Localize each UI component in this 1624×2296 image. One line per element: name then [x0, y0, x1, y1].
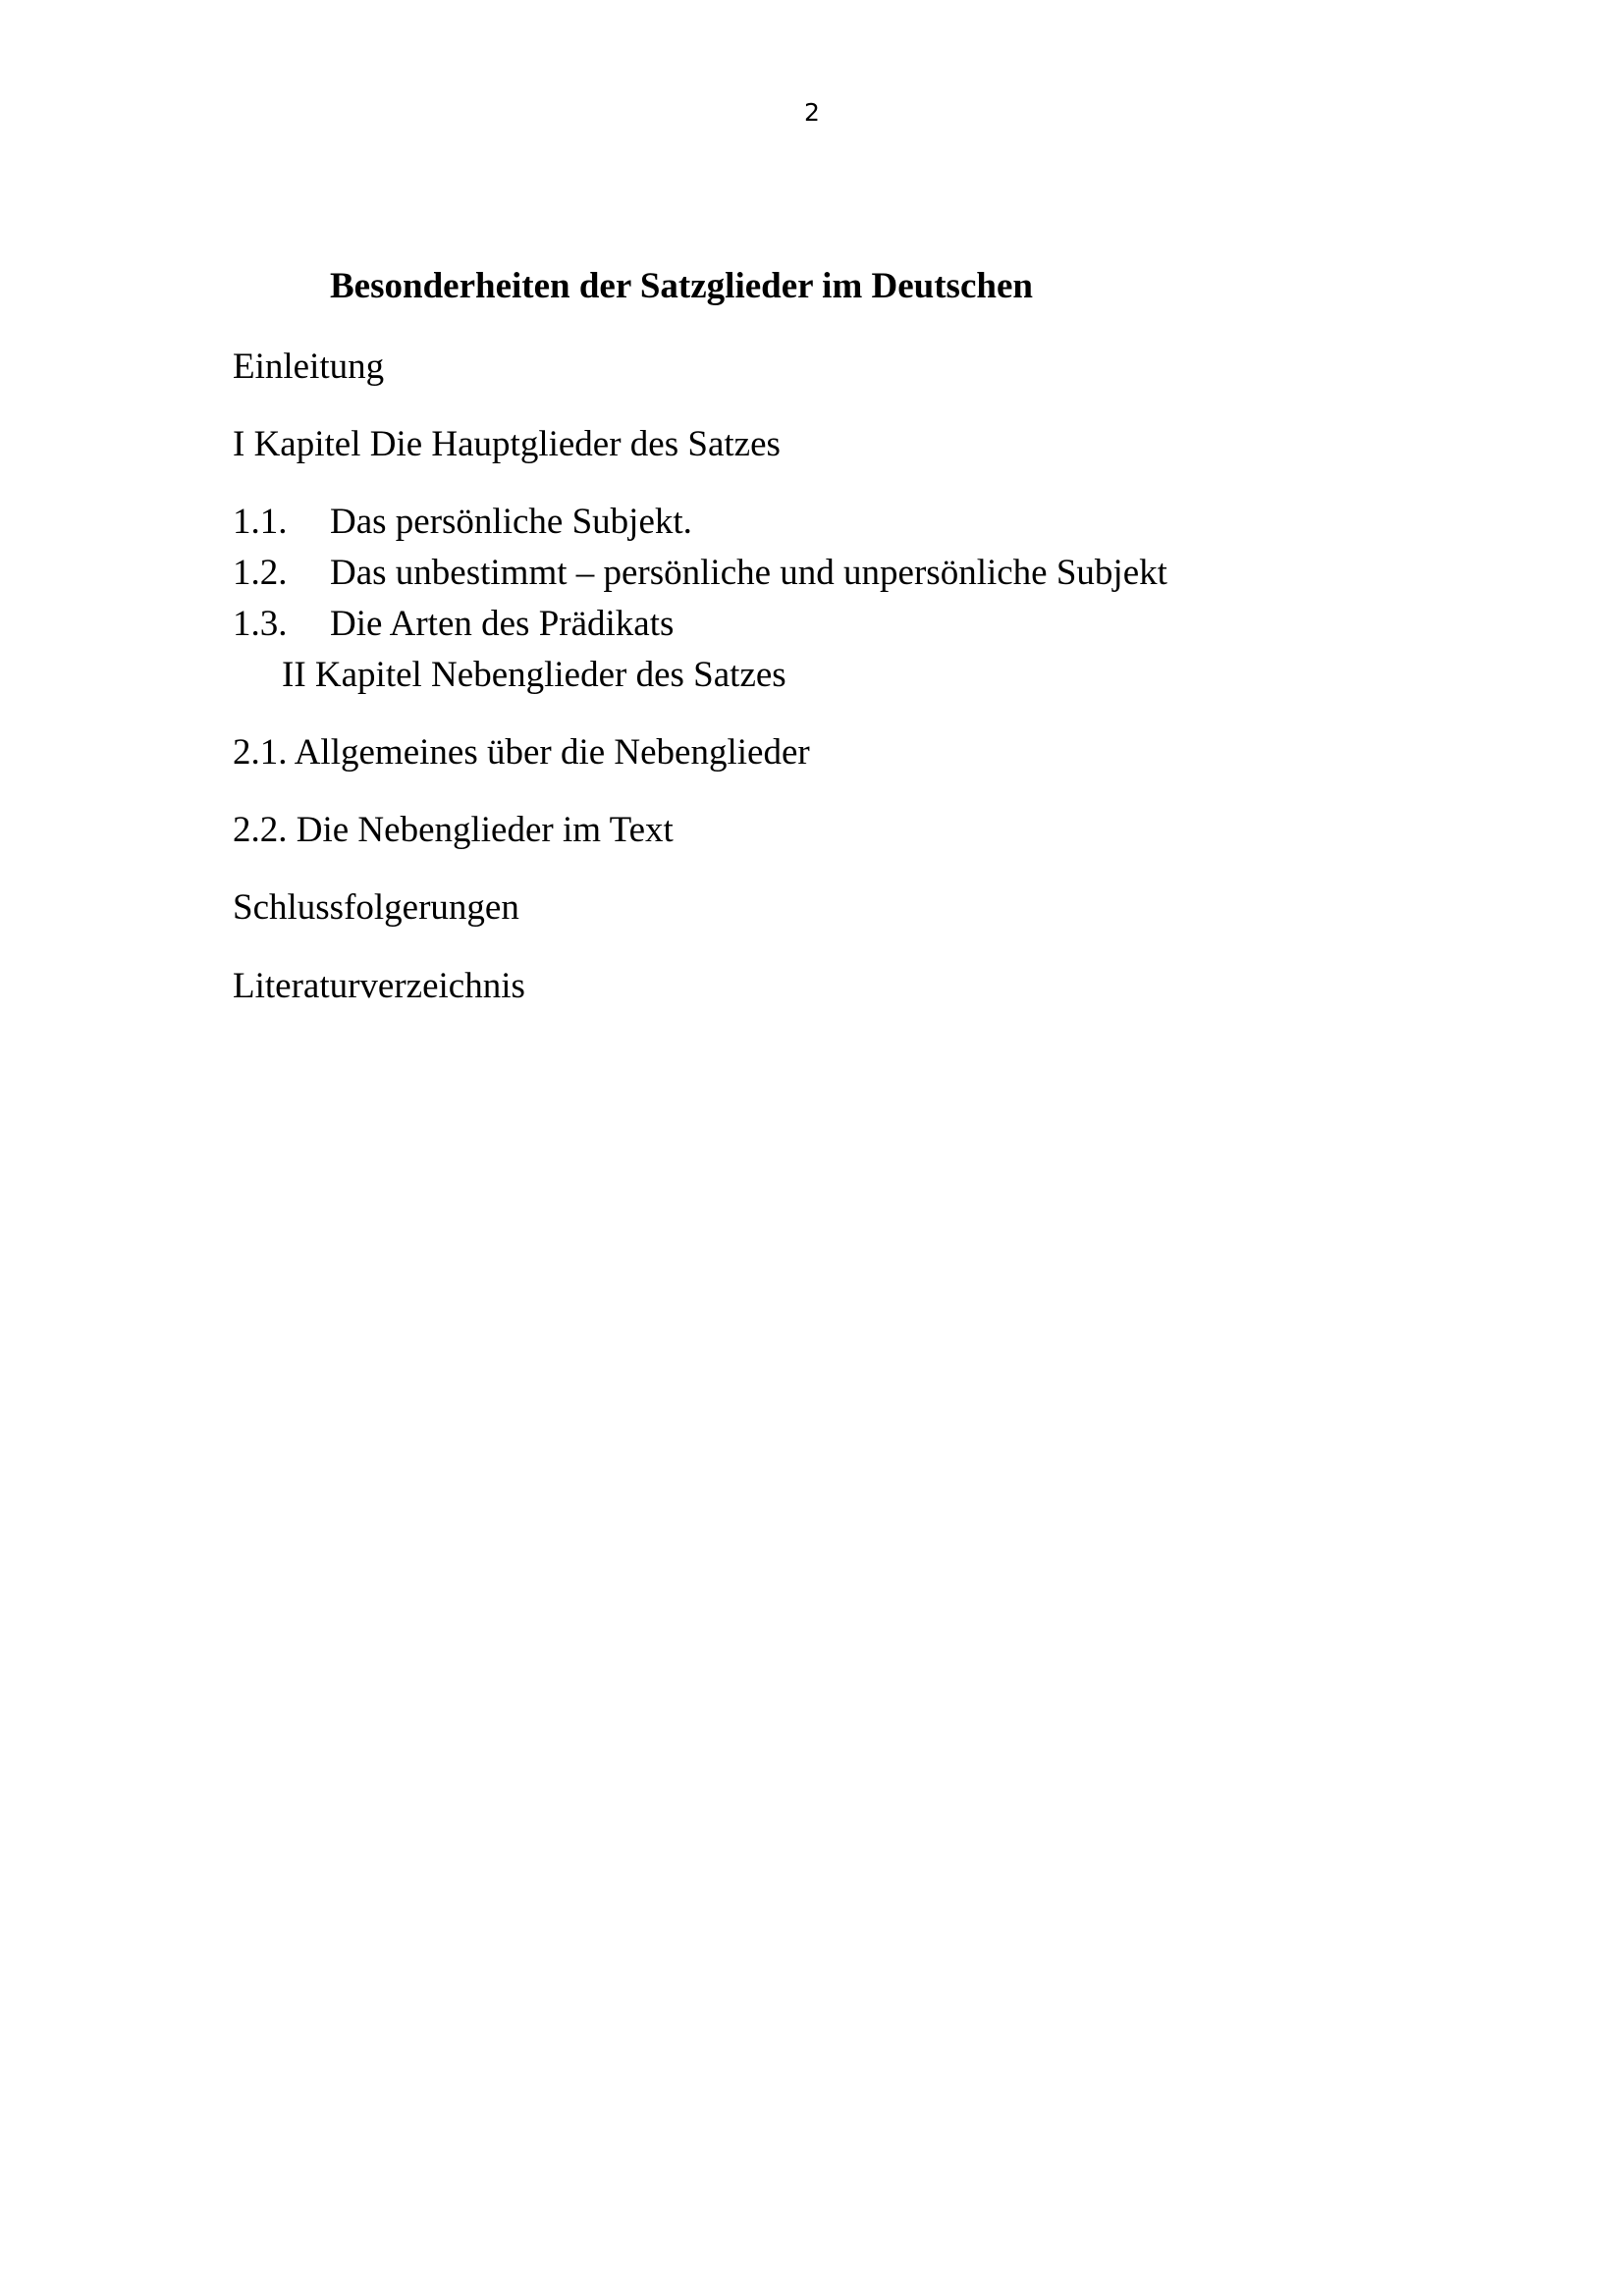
toc-entry-text: Das persönliche Subjekt. [330, 502, 692, 542]
toc-entry-1-2 [233, 552, 1167, 595]
toc-entry-chapter-1: I Kapitel Die Hauptglieder des Satzes [233, 424, 781, 464]
toc-entry-text: Das unbestimmt – persönliche und unpersönliche Subjekt [330, 553, 1167, 593]
toc-entry-2-1: 2.1. Allgemeines über die Nebenglieder [233, 732, 810, 773]
toc-entry-2-2: 2.2. Die Nebenglieder im Text [233, 810, 674, 850]
toc-title: Besonderheiten der Satzglieder im Deutschen [330, 266, 1033, 306]
toc-entry-bibliography: Literaturverzeichnis [233, 966, 525, 1006]
toc-entry-text: Die Arten des Prädikats [330, 604, 675, 644]
toc-entry-1-3 [233, 603, 674, 646]
toc-entry-1-1 [233, 501, 692, 544]
toc-entry-conclusion: Schlussfolgerungen [233, 887, 519, 928]
toc-entry-number: 1.3. [233, 604, 288, 644]
toc-entry-number: 1.1. [233, 502, 288, 542]
toc-entry-number: 1.2. [233, 553, 288, 593]
page-number: 2 [804, 98, 820, 127]
toc-entry-introduction: Einleitung [233, 347, 385, 387]
toc-entry-chapter-2: II Kapitel Nebenglieder des Satzes [282, 655, 786, 695]
